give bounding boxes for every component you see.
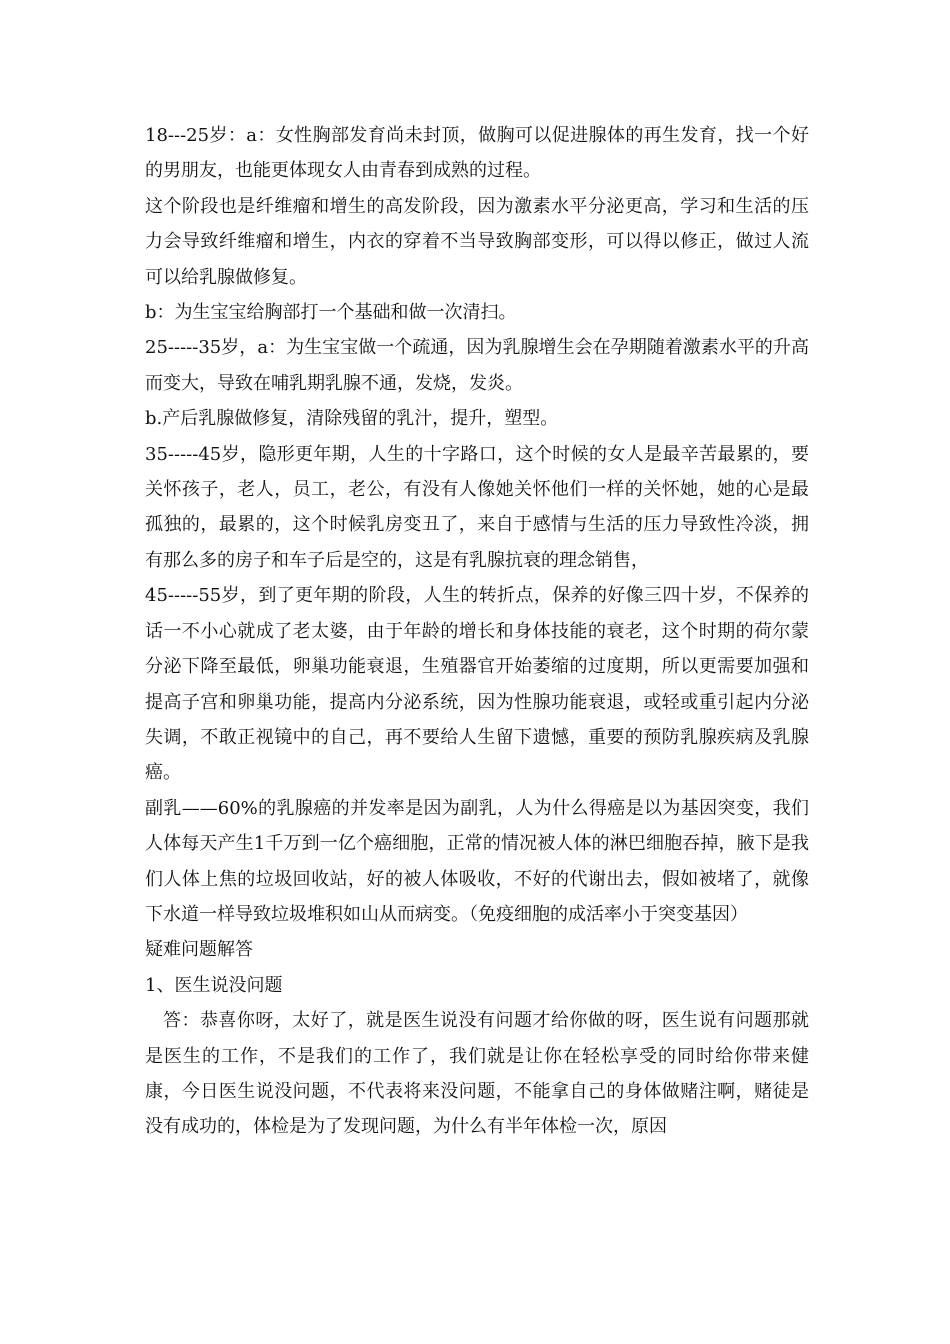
faq-answer-1: 答：恭喜你呀，太好了，就是医生说没有问题才给你做的呀，医生说有问题那就是医生的工作，不是我们的工作了，我们就是让你在轻松享受的同时给你带来健康，今日医生说没问题，不代表将来没问题，不能拿自己的身体做赌注啊，赌徒是没有成功的，体检是为了发现问题，为什么有半年体检一次，原因 [145, 1010, 809, 1138]
paragraph-item-b-postpartum: b.产后乳腺做修复，清除残留的乳汁，提升，塑型。 [145, 408, 559, 430]
document-page [145, 118, 809, 1145]
section-heading-faq: 疑难问题解答 [145, 939, 253, 961]
paragraph-age-25-35: 25-----35岁，a：为生宝宝做一个疏通，因为乳腺增生会在孕期随着激素水平的升高而变大，导致在哺乳期乳腺不通，发烧，发炎。 [145, 337, 809, 394]
paragraph-age-18-25: 18---25岁：a：女性胸部发育尚未封顶，做胸可以促进腺体的再生发育，找一个好的男朋友，也能更体现女人由青春到成熟的过程。 [145, 125, 809, 182]
paragraph-age-45-55: 45-----55岁，到了更年期的阶段，人生的转折点，保养的好像三四十岁，不保养的话一不小心就成了老太婆，由于年龄的增长和身体技能的衰老，这个时期的荷尔蒙分泌下降至最低，卵巢功能衰退，生殖器官开始萎缩的过度期，所以更需要加强和提高子宫和卵巢功能，提高内分泌系统，因为性腺功能衰退，或轻或重引起内分泌失调，不敢正视镜中的自己，再不要给人生留下遗憾，重要的预防乳腺疾病及乳腺癌。 [145, 585, 809, 784]
paragraph-age-35-45: 35-----45岁，隐形更年期，人生的十字路口，这个时候的女人是最辛苦最累的，要关怀孩子，老人，员工，老公，有没有人像她关怀他们一样的关怀她，她的心是最孤独的，最累的，这个时候乳房变丑了，来自于感情与生活的压力导致性冷淡，拥有那么多的房子和车子后是空的，这是有乳腺抗衰的理念销售， [145, 443, 809, 571]
faq-question-1: 1、医生说没问题 [145, 974, 283, 996]
paragraph-item-b-baby-prep: b：为生宝宝给胸部打一个基础和做一次清扫。 [145, 302, 517, 324]
paragraph-accessory-breast: 副乳——60%的乳腺癌的并发率是因为副乳，人为什么得癌是以为基因突变，我们人体每天产生1千万到一亿个癌细胞，正常的情况被人体的淋巴细胞吞掉，腋下是我们人体上焦的垃圾回收站，好的被人体吸收，不好的代谢出去，假如被堵了，就像下水道一样导致垃圾堆积如山从而病变。（免疫细胞的成活率小于突变基因） [145, 797, 809, 925]
paragraph-fibroma-stage: 这个阶段也是纤维瘤和增生的高发阶段，因为激素水平分泌更高，学习和生活的压力会导致纤维瘤和增生，内衣的穿着不当导致胸部变形，可以得以修正，做过人流可以给乳腺做修复。 [145, 195, 809, 288]
